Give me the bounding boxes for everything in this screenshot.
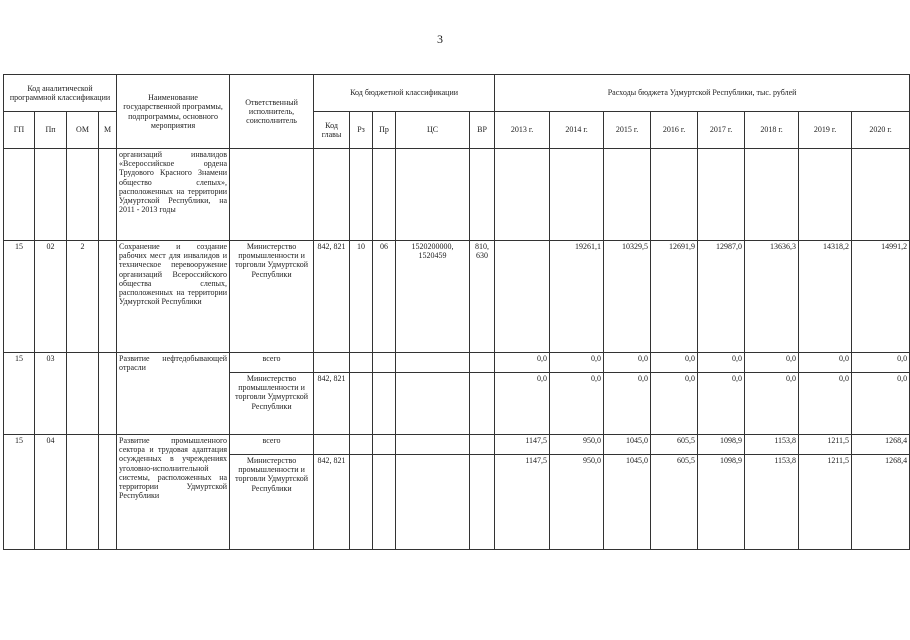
year-header: 2019 г.	[799, 112, 852, 149]
value-cell: 0,0	[495, 353, 550, 373]
value-cell: 1268,4	[852, 435, 910, 455]
kod-cell	[314, 435, 350, 455]
value-cell: 1211,5	[799, 455, 852, 550]
rz-cell: 10	[350, 241, 373, 353]
kod-cell: 842, 821	[314, 373, 350, 435]
om-cell	[67, 353, 99, 435]
kod-glavy-header: Код главы	[314, 112, 350, 149]
name-cell: организаций инвалидов «Всероссийское ордена Трудового Красного Знамени общество слепых», расположенных на территории Удмуртской Республики, на 2011 - 2013 годы	[117, 149, 230, 241]
name-cell: Развитие промышленного сектора и трудовая адаптация осужденных в учреждениях уголовно-исполнительной системы, расположенных на территории Удмуртской Республики	[117, 435, 230, 550]
value-cell: 0,0	[651, 353, 698, 373]
value-cell: 1153,8	[745, 455, 799, 550]
rz-cell	[350, 373, 373, 435]
pp-cell: 03	[35, 353, 67, 435]
executor-cell: всего	[230, 353, 314, 373]
value-cell: 1147,5	[495, 455, 550, 550]
value-cell: 950,0	[550, 435, 604, 455]
value-cell: 0,0	[495, 373, 550, 435]
year-header: 2017 г.	[698, 112, 745, 149]
executor-cell: Министерство промышленности и торговли Удмуртской Республики	[230, 455, 314, 550]
value-cell: 1098,9	[698, 455, 745, 550]
value-cell: 950,0	[550, 455, 604, 550]
m-header: М	[99, 112, 117, 149]
gp-cell: 15	[4, 353, 35, 435]
pr-cell	[373, 353, 396, 373]
pr-cell	[373, 149, 396, 241]
value-cell: 14318,2	[799, 241, 852, 353]
pr-cell: 06	[373, 241, 396, 353]
om-cell	[67, 149, 99, 241]
m-cell	[99, 241, 117, 353]
year-header: 2015 г.	[604, 112, 651, 149]
name-cell: Развитие нефтедобывающей отрасли	[117, 353, 230, 435]
pr-header: Пр	[373, 112, 396, 149]
vr-cell	[470, 373, 495, 435]
pr-cell	[373, 455, 396, 550]
name-cell: Сохранение и создание рабочих мест для инвалидов и техническое перевооружение организаций Всероссийского общества слепых, расположенных на территории Удмуртской Республики	[117, 241, 230, 353]
value-cell	[852, 149, 910, 241]
cs-cell	[396, 435, 470, 455]
year-header: 2020 г.	[852, 112, 910, 149]
om-header: ОМ	[67, 112, 99, 149]
value-cell: 0,0	[604, 353, 651, 373]
cs-header: ЦС	[396, 112, 470, 149]
value-cell	[495, 149, 550, 241]
value-cell: 0,0	[651, 373, 698, 435]
cs-cell	[396, 149, 470, 241]
value-cell: 1045,0	[604, 455, 651, 550]
executor-header: Ответственный исполнитель, соисполнитель	[230, 75, 314, 149]
value-cell: 0,0	[852, 373, 910, 435]
om-cell: 2	[67, 241, 99, 353]
m-cell	[99, 149, 117, 241]
table-row	[4, 241, 910, 353]
value-cell: 1045,0	[604, 435, 651, 455]
vr-cell	[470, 353, 495, 373]
pp-header: Пп	[35, 112, 67, 149]
executor-cell: Министерство промышленности и торговли Удмуртской Республики	[230, 241, 314, 353]
value-cell	[651, 149, 698, 241]
cs-cell: 1520200000, 1520459	[396, 241, 470, 353]
vr-cell	[470, 435, 495, 455]
pp-cell: 02	[35, 241, 67, 353]
gp-cell	[4, 149, 35, 241]
value-cell	[698, 149, 745, 241]
value-cell: 10329,5	[604, 241, 651, 353]
kod-cell	[314, 149, 350, 241]
value-cell: 19261,1	[550, 241, 604, 353]
kod-cell	[314, 353, 350, 373]
value-cell: 12987,0	[698, 241, 745, 353]
value-cell: 0,0	[799, 353, 852, 373]
value-cell: 1268,4	[852, 455, 910, 550]
value-cell	[550, 149, 604, 241]
page-number: 3	[437, 32, 443, 46]
value-cell: 0,0	[604, 373, 651, 435]
gp-header: ГП	[4, 112, 35, 149]
kod-cell: 842, 821	[314, 455, 350, 550]
rz-cell	[350, 435, 373, 455]
value-cell: 0,0	[550, 373, 604, 435]
value-cell: 605,5	[651, 435, 698, 455]
year-header: 2013 г.	[495, 112, 550, 149]
analytic-code-header: Код аналитической программной классификации	[4, 75, 117, 112]
table-row	[4, 353, 910, 373]
value-cell: 0,0	[799, 373, 852, 435]
executor-cell: Министерство промышленности и торговли Удмуртской Республики	[230, 373, 314, 435]
pp-cell	[35, 149, 67, 241]
value-cell: 14991,2	[852, 241, 910, 353]
vr-cell	[470, 149, 495, 241]
pp-cell: 04	[35, 435, 67, 550]
rz-header: Рз	[350, 112, 373, 149]
vr-header: ВР	[470, 112, 495, 149]
table-row	[4, 435, 910, 455]
value-cell: 1098,9	[698, 435, 745, 455]
value-cell	[799, 149, 852, 241]
expenses-header: Расходы бюджета Удмуртской Республики, тыс. рублей	[495, 75, 910, 112]
pr-cell	[373, 373, 396, 435]
value-cell	[604, 149, 651, 241]
value-cell: 12691,9	[651, 241, 698, 353]
value-cell: 1211,5	[799, 435, 852, 455]
value-cell: 605,5	[651, 455, 698, 550]
year-header: 2014 г.	[550, 112, 604, 149]
value-cell: 1153,8	[745, 435, 799, 455]
value-cell: 0,0	[745, 373, 799, 435]
value-cell: 1147,5	[495, 435, 550, 455]
table-row	[4, 149, 910, 241]
budget-code-header: Код бюджетной классификации	[314, 75, 495, 112]
value-cell: 13636,3	[745, 241, 799, 353]
rz-cell	[350, 149, 373, 241]
value-cell	[495, 241, 550, 353]
year-header: 2018 г.	[745, 112, 799, 149]
value-cell: 0,0	[550, 353, 604, 373]
year-header: 2016 г.	[651, 112, 698, 149]
pr-cell	[373, 435, 396, 455]
value-cell: 0,0	[698, 373, 745, 435]
value-cell: 0,0	[852, 353, 910, 373]
budget-table	[3, 74, 910, 550]
kod-cell: 842, 821	[314, 241, 350, 353]
om-cell	[67, 435, 99, 550]
executor-cell	[230, 149, 314, 241]
vr-cell	[470, 455, 495, 550]
rz-cell	[350, 353, 373, 373]
m-cell	[99, 435, 117, 550]
m-cell	[99, 353, 117, 435]
cs-cell	[396, 353, 470, 373]
value-cell	[745, 149, 799, 241]
gp-cell: 15	[4, 241, 35, 353]
value-cell: 0,0	[745, 353, 799, 373]
value-cell: 0,0	[698, 353, 745, 373]
cs-cell	[396, 455, 470, 550]
rz-cell	[350, 455, 373, 550]
vr-cell: 810, 630	[470, 241, 495, 353]
executor-cell: всего	[230, 435, 314, 455]
gp-cell: 15	[4, 435, 35, 550]
cs-cell	[396, 373, 470, 435]
name-header: Наименование государственной программы, подпрограммы, основного мероприятия	[117, 75, 230, 149]
